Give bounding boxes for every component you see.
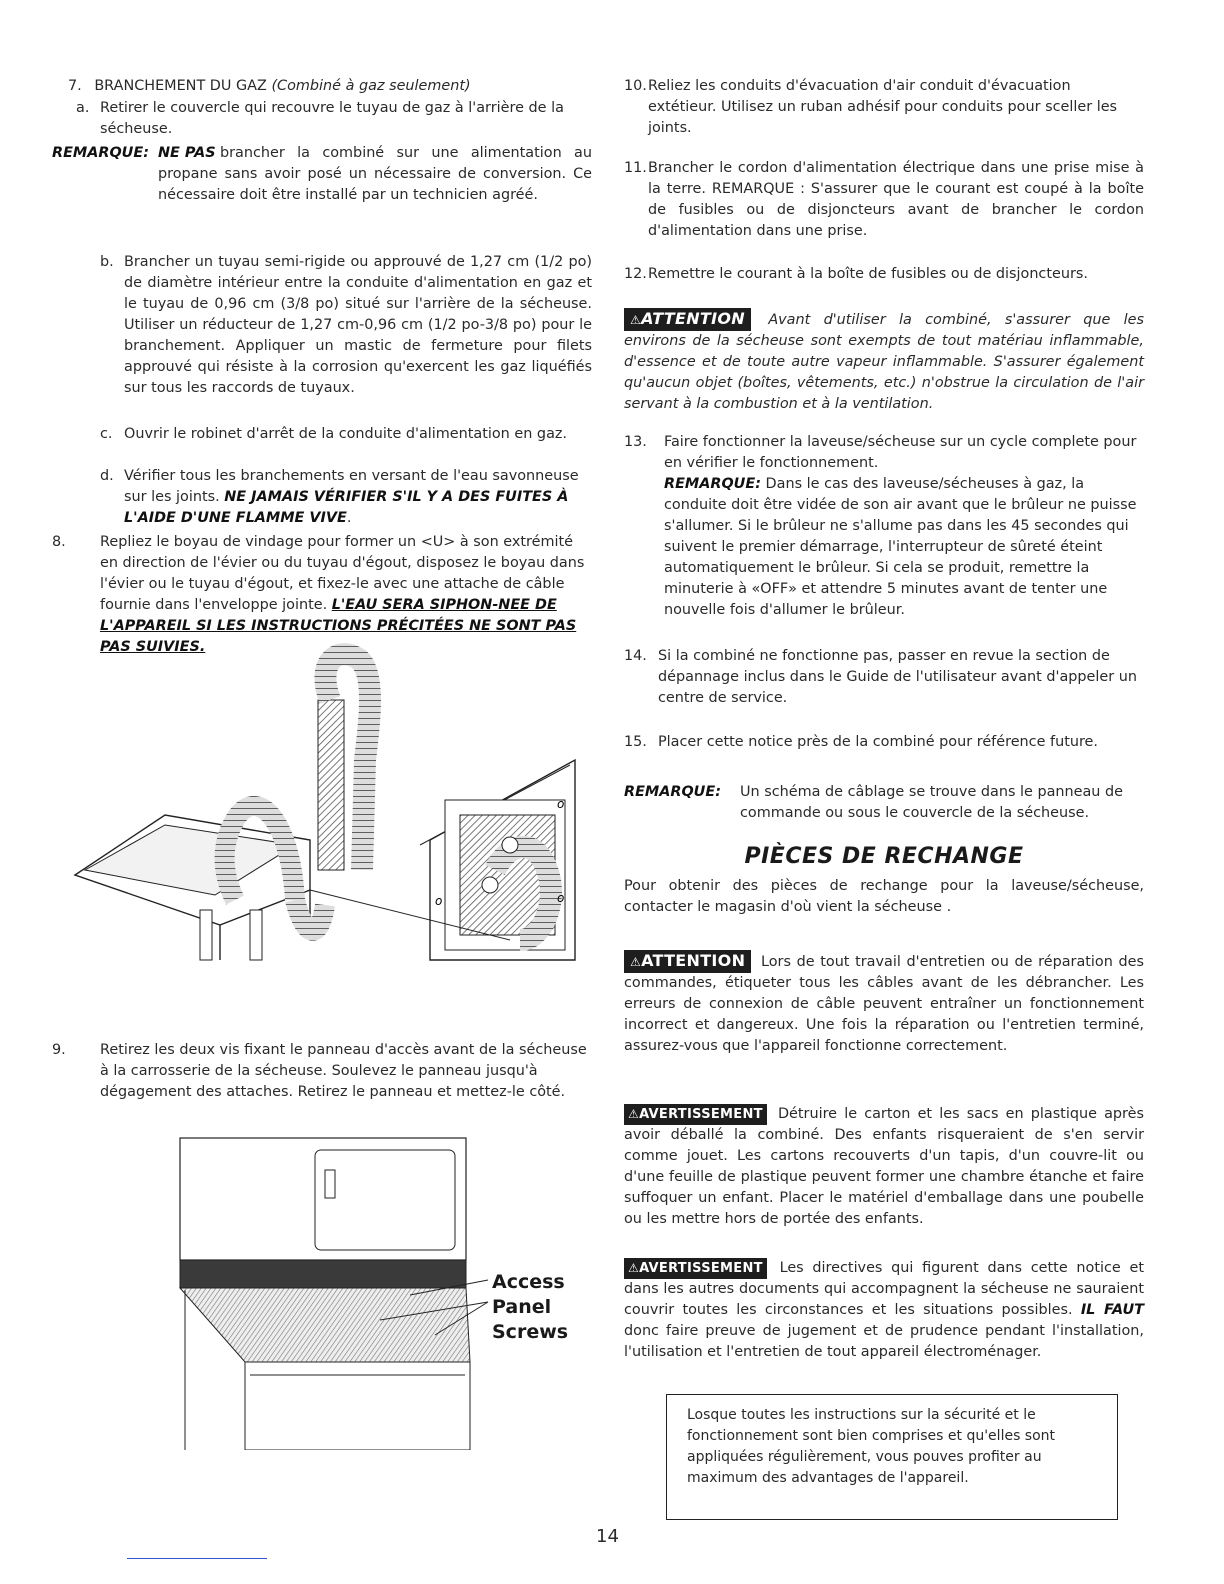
item-7c-text: Ouvrir le robinet d'arrêt de la conduite d'alimentation en gaz. xyxy=(124,426,568,442)
drain-hose-illustration xyxy=(70,640,590,962)
attention-notice-1 xyxy=(624,308,1144,415)
item-7a-text: Retirer le couvercle qui recouvre le tuyau de gaz à l'arrière de la sécheuse. xyxy=(100,100,564,137)
attention-badge-1 xyxy=(624,308,751,331)
remarque-text: brancher la combiné sur une alimentation au propane sans avoir posé un nécessaire de conversion. Ce nécessaire doit être installé par un technicien agréé. xyxy=(158,145,592,203)
attention-badge-1-text: ATTENTION xyxy=(641,309,745,328)
item-14-text: Si la combiné ne fonctionne pas, passer en revue la section de dépannage inclus dans le Guide de l'utilisateur avant d'appeler un centre de service. xyxy=(658,648,1137,706)
warning-triangle-icon: ⚠ xyxy=(628,1107,640,1121)
item-7b-text: Brancher un tuyau semi-rigide ou approuvé de 1,27 cm (1/2 po) de diamètre intérieur entre la conduite d'alimentation en gaz et le tuyau de 0,96 cm (3/8 po) situé sur l'arrière de la sécheuse. Utiliser un réducteur de 1,27 cm-0,96 cm (1/2 po-3/8 po) pour le branchement. Appliquer un mastic de fermeture pour filets approuvé qui résiste à la corrosion qu'exercent les gaz liquéfiés sur tous les raccords de tuyaux. xyxy=(124,254,592,396)
item-7-number: 7. xyxy=(68,78,82,94)
attention-2-text: Lors de tout travail d'entretien ou de réparation des commandes, étiqueter tous les câbles avant de les débrancher. Les erreurs de connexion de câble peuvent entraîner un fonctionnement incorrect et dangereux. Une fois la réparation ou l'entretien terminé, assurez-vous que l'appareil fonctionne correctement. xyxy=(624,954,1145,1054)
warning-2-text: Les directives qui figurent dans cette notice et dans les autres documents qui accompagnent la sécheuse ne sauraient couvrir toutes les circonstances et les situations possibles. xyxy=(624,1260,1144,1318)
warning-badge-2 xyxy=(624,1258,767,1279)
item-7-subtitle: (Combiné à gaz seulement) xyxy=(271,78,471,94)
attention-badge-2-text: ATTENTION xyxy=(641,951,746,970)
item-13-number: 13. xyxy=(624,434,647,450)
section-title: PIÈCES DE RECHANGE xyxy=(744,844,1024,869)
remarque-2-label: REMARQUE: xyxy=(624,784,721,800)
item-8-warning: L'EAU SERA SIPHON-NEE DE L'APPAREIL SI LES INSTRUCTIONS PRÉCITÉES NE SONT PAS PAS SUIVIES. xyxy=(100,597,577,655)
mark-o-3: o xyxy=(557,891,565,905)
item-12 xyxy=(624,264,1144,285)
item-7a xyxy=(68,98,592,140)
warning-badge-1-text: AVERTISSEMENT xyxy=(639,1107,763,1122)
warning-2-text-2: donc faire preuve de jugement et de prudence pendant l'installation, l'utilisation et l'entretien de tout appareil électroménager. xyxy=(624,1323,1144,1360)
item-7d-warning: NE JAMAIS VÉRIFIER S'IL Y A DES FUITES À L'AIDE D'UNE FLAMME VIVE xyxy=(124,489,569,526)
warning-badge-1 xyxy=(624,1104,767,1125)
page-number: 14 xyxy=(596,1526,619,1547)
remarque-ne-pas: NE PAS xyxy=(158,145,216,161)
item-12-number: 12. xyxy=(624,266,647,282)
warning-triangle-icon: ⚠ xyxy=(630,955,642,969)
item-7 xyxy=(68,76,592,97)
item-11 xyxy=(624,158,1144,242)
item-7a-letter: a. xyxy=(76,100,90,116)
item-11-number: 11. xyxy=(624,160,647,176)
item-10-number: 10. xyxy=(624,78,647,94)
access-panel-label xyxy=(492,1270,572,1345)
item-13-remarque-text: Dans le cas des laveuse/sécheuses à gaz, la conduite doit être vidée de son air avant que le brûleur ne puisse s'allumer. Si le brûleur ne s'allume pas dans les 45 secondes qui suivent le premier démarrage, l'interrupteur de sûreté éteint automatiquement le brûleur. Si cela se produit, remettre la minuterie à «OFF» et attendre 5 minutes avant de tenter une nouvelle fois d'allumer le brûleur. xyxy=(664,476,1137,618)
item-7d: d. Vérifier tous les branchements en versant de l'eau savonneuse sur les joints. NE JAMAIS VÉRIFIER S'IL Y A DES FUITES À L'AIDE D'UNE FLAMME VIVE. xyxy=(100,468,579,526)
footer-divider xyxy=(127,1558,267,1559)
remarque-note-2 xyxy=(624,782,1144,824)
item-9-text: Retirez les deux vis fixant le panneau d'accès avant de la sécheuse à la carrosserie de la sécheuse. Soulevez le panneau jusqu'à dégagement des attaches. Retirez le panneau et mettez-le côté. xyxy=(100,1042,587,1100)
item-11-text: Brancher le cordon d'alimentation électrique dans une prise mise à la terre. REMARQUE : S'assurer que le courant est coupé à la boîte de fusibles ou de disjoncteurs avant de brancher le cordon d'alimentation dans une prise. xyxy=(648,160,1144,239)
item-7-title: BRANCHEMENT DU GAZ xyxy=(94,78,267,94)
attention-notice-2 xyxy=(624,950,1144,1057)
access-panel-screws-text: Access Panel Screws xyxy=(492,1271,569,1343)
item-15-number: 15. xyxy=(624,734,647,750)
item-7d-letter: d. xyxy=(100,468,114,484)
item-14 xyxy=(624,646,1144,709)
remarque-label: REMARQUE: xyxy=(52,145,149,161)
item-7c xyxy=(68,424,592,445)
item-8-text: Repliez le boyau de vindage pour former un <U> à son extrémité en direction de l'évier ou du tuyau d'égout, disposez le boyau dans l'évier ou le tuyau d'égout, et fixez-le avec une attache de câble fournie dans l'enveloppe jointe. xyxy=(100,534,585,613)
item-15-text: Placer cette notice près de la combiné pour référence future. xyxy=(658,734,1098,750)
warning-notice-1 xyxy=(624,1104,1144,1230)
item-8-number: 8. xyxy=(52,534,66,550)
warning-triangle-icon: ⚠ xyxy=(630,313,642,327)
warning-1-text: Détruire le carton et les sacs en plastique après avoir déballé la combiné. Des enfants risqueraient de s'en servir comme jouet. Les cartons recouverts d'un tapis, d'un couvre-lit ou d'une feuille de plastique peuvent former une chambre étanche et faire suffoquer un enfant. Placer le matériel d'emballage dans une poubelle ou les mettre hors de portée des enfants. xyxy=(624,1106,1144,1227)
attention-badge-2 xyxy=(624,950,751,973)
warning-triangle-icon: ⚠ xyxy=(628,1261,640,1275)
item-13-remarque-label: REMARQUE: xyxy=(664,476,761,492)
access-panel-illustration xyxy=(170,1130,490,1450)
item-10-text: Reliez les conduits d'évacuation d'air conduit d'évacuation extétieur. Utilisez un ruban adhésif pour conduits pour sceller les joints. xyxy=(648,78,1118,136)
item-15 xyxy=(624,732,1144,753)
mark-o-2: o xyxy=(435,894,443,908)
remarque-note xyxy=(52,143,592,206)
item-9 xyxy=(52,1040,592,1103)
item-14-number: 14. xyxy=(624,648,647,664)
item-7b xyxy=(68,252,592,399)
item-7c-letter: c. xyxy=(100,426,113,442)
item-10 xyxy=(624,76,1144,139)
item-13-text: Faire fonctionner la laveuse/sécheuse sur un cycle complete pour en vérifier le fonctionnement. xyxy=(664,434,1137,471)
warning-notice-2 xyxy=(624,1258,1144,1363)
section-text: Pour obtenir des pièces de rechange pour la laveuse/sécheuse, contacter le magasin d'où vient la sécheuse . xyxy=(624,878,1144,915)
item-13 xyxy=(624,432,1144,621)
item-7d-text: Vérifier tous les branchements en versant de l'eau savonneuse sur les joints. xyxy=(124,468,579,505)
mark-o-1: o xyxy=(557,797,565,811)
warning-badge-2-text: AVERTISSEMENT xyxy=(639,1261,763,1276)
summary-box xyxy=(666,1394,1118,1520)
item-7b-letter: b. xyxy=(100,254,114,270)
warning-2-bold: IL FAUT xyxy=(1080,1302,1144,1318)
remarque-2-text: Un schéma de câblage se trouve dans le panneau de commande ou sous le couvercle de la sécheuse. xyxy=(740,784,1123,821)
attention-1-text: Avant d'utiliser la combiné, s'assurer que les environs de la sécheuse sont exempts de tout matériau inflammable, d'essence et de toute autre vapeur inflammable. S'assurer également qu'aucun objet (boîtes, vêtements, etc.) n'obstrue la circulation de l'air servant à la combustion et à la ventilation. xyxy=(624,312,1144,412)
item-12-text: Remettre le courant à la boîte de fusibles ou de disjoncteurs. xyxy=(648,266,1088,282)
summary-box-text: Losque toutes les instructions sur la sécurité et le fonctionnement sont bien comprises et qu'elles sont appliquées régulièrement, vous pouves profiter au maximum des advantages de l'appareil. xyxy=(687,1407,1056,1486)
item-9-number: 9. xyxy=(52,1042,66,1058)
